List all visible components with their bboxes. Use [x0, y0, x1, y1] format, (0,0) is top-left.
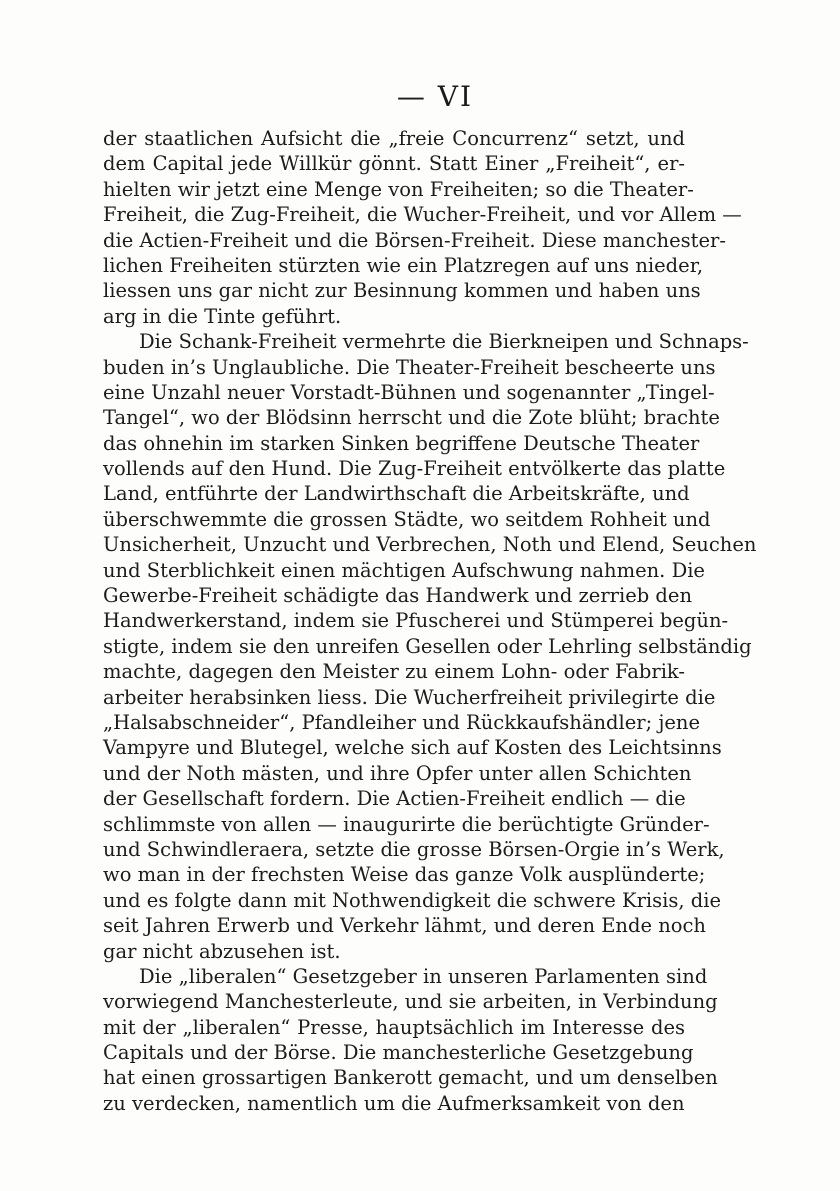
text-line: und es folgte dann mit Nothwendigkeit die schwere Krisis, die: [103, 888, 722, 912]
text-line: überschwemmte die grossen Städte, wo seitdem Rohheit und: [103, 507, 711, 531]
text-line: arbeiter herabsinken liess. Die Wucherfreiheit privilegirte die: [103, 685, 716, 709]
text-line: schlimmste von allen — inaugurirte die berüchtigte Gründer-: [103, 812, 710, 836]
text-line: das ohnehin im starken Sinken begriffene Deutsche Theater: [103, 431, 700, 455]
paragraph: [103, 329, 757, 964]
text-line: Die „liberalen“ Gesetzgeber in unseren Parlamenten sind: [139, 964, 708, 988]
text-line: Vampyre und Blutegel, welche sich auf Kosten des Leichtsinns: [103, 736, 722, 760]
text-line: der staatlichen Aufsicht die „freie Concurrenz“ setzt, und: [103, 127, 685, 150]
text-line: zu verdecken, namentlich um die Aufmerksamkeit von den: [103, 1091, 685, 1115]
text-line: „Halsabschneider“, Pfandleiher und Rückkaufshändler; jene: [103, 710, 701, 734]
text-line: Freiheit, die Zug-Freiheit, die Wucher-Freiheit, und vor Allem —: [103, 203, 742, 227]
body-text: [103, 126, 757, 1116]
text-line: Unsicherheit, Unzucht und Verbrechen, Noth und Elend, Seuchen: [103, 533, 757, 557]
text-line: lichen Freiheiten stürzten wie ein Platzregen auf uns nieder,: [103, 253, 704, 277]
text-line: machte, dagegen den Meister zu einem Lohn- oder Fabrik-: [103, 660, 685, 684]
text-line: hielten wir jetzt eine Menge von Freiheiten; so die Theater-: [103, 177, 694, 201]
text-line: Die Schank-Freiheit vermehrte die Bierkneipen und Schnaps-: [139, 330, 749, 354]
text-line: Tangel“, wo der Blödsinn herrscht und die Zote blüht; brachte: [103, 406, 720, 430]
text-line: vorwiegend Manchesterleute, und sie arbeiten, in Verbindung: [103, 990, 718, 1014]
text-line: vollends auf den Hund. Die Zug-Freiheit entvölkerte das platte: [103, 457, 726, 481]
text-line: und Schwindleraera, setzte die grosse Börsen-Orgie in’s Werk,: [103, 837, 725, 861]
paragraph: [103, 964, 718, 1116]
paragraph: [103, 126, 742, 329]
page-number: — VI: [396, 80, 474, 113]
text-line: hat einen grossartigen Bankerott gemacht, und um denselben: [103, 1066, 718, 1090]
text-line: und Sterblichkeit einen mächtigen Aufschwung nahmen. Die: [103, 558, 705, 582]
text-line: dem Capital jede Willkür gönnt. Statt Einer „Freiheit“, er-: [103, 152, 685, 176]
text-line: und der Noth mästen, und ihre Opfer unter allen Schichten: [103, 761, 692, 785]
text-line: mit der „liberalen“ Presse, hauptsächlich im Interesse des: [103, 1015, 685, 1039]
text-line: buden in’s Unglaubliche. Die Theater-Freiheit bescheerte uns: [103, 355, 716, 379]
text-line: Land, entführte der Landwirthschaft die Arbeitskräfte, und: [103, 482, 690, 506]
text-line: seit Jahren Erwerb und Verkehr lähmt, und deren Ende noch: [103, 914, 706, 938]
text-line: wo man in der frechsten Weise das ganze Volk ausplünderte;: [103, 863, 706, 887]
text-line: liessen uns gar nicht zur Besinnung kommen und haben uns: [103, 279, 701, 303]
text-line: eine Unzahl neuer Vorstadt-Bühnen und sogenannter „Tingel-: [103, 380, 715, 404]
text-line: Handwerkerstand, indem sie Pfuscherei und Stümperei begün-: [103, 609, 729, 633]
text-line: der Gesellschaft fordern. Die Actien-Freiheit endlich — die: [103, 787, 686, 811]
text-line: gar nicht abzusehen ist.: [103, 939, 341, 963]
text-line: arg in die Tinte geführt.: [103, 304, 342, 328]
text-line: Capitals und der Börse. Die manchesterliche Gesetzgebung: [103, 1041, 694, 1065]
text-line: stigte, indem sie den unreifen Gesellen oder Lehrling selbständig: [103, 634, 752, 658]
text-line: Gewerbe-Freiheit schädigte das Handwerk und zerrieb den: [103, 584, 693, 608]
text-line: die Actien-Freiheit und die Börsen-Freiheit. Diese manchester-: [103, 228, 726, 252]
